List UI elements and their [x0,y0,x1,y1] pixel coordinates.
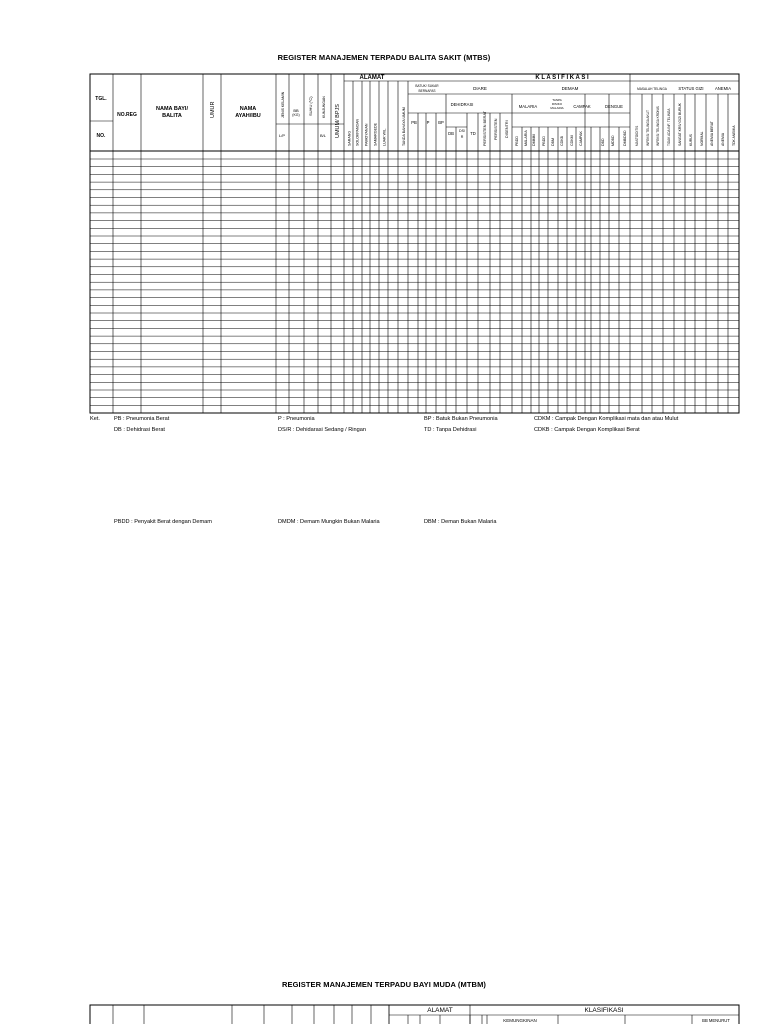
column-label: PERSISTEN [494,118,498,140]
header-label: NAMA [239,106,257,112]
legend-item: TD : Tanpa Dehidrasi [424,427,477,433]
column-label: CDKM [570,135,574,146]
column-label: UMUM/ BPJS [335,104,341,138]
header-label: BATUK/ SUKAR [415,84,439,88]
column-label: TANDA BAHAYA UMUM [402,107,406,146]
header-label: NAMA BAYI/ [156,106,188,112]
column-label: LUAR WIL. [382,128,387,146]
column-label: TDK ANEMIA [732,125,736,146]
header-label: DIARE [473,86,487,91]
column-label: TIDAK ADA INF. TELINGA [667,108,671,146]
header-label: DENGUE [605,104,623,109]
header-label: DS/ [459,129,465,133]
legend-item: BP : Batuk Bukan Pneumonia [424,416,498,422]
header-label: STATUS GIZI [678,86,704,91]
column-label: ANEMIA BERAT [710,121,714,146]
column-label: PAMOYANAN [364,123,369,146]
header-label: RISIKO [551,102,563,106]
header-label: TGL. [95,96,107,102]
legend-item: PBDD : Penyakit Berat dengan Demam [114,519,212,525]
column-label: CDKB [560,136,564,146]
register-mtbs-title: REGISTER MANAJEMEN TERPADU BALITA SAKIT (MTBS) [277,53,491,62]
legend-item: DBM : Deman Bukan Malaria [424,519,497,525]
column-label: DBM [551,138,555,146]
legend-item: CDKM : Campak Dengan Komplikasi mata dan atau Mulut [534,416,679,422]
column-label: SAMARGEDE [373,123,378,146]
mtbm-klasifikasi-header: KLASIFIKASI [584,1007,624,1014]
column-label: UMUR [210,101,216,118]
header-label: BALITA [162,113,182,119]
column-label: INFEKSI TELINGA KRONIS [656,106,660,146]
column-label: DISENTRI [505,120,509,138]
header-label: CAMPAK [573,104,591,109]
register-mtbm-title: REGISTER MANAJEMEN TERPADU BAYI MUDA (MTBM) [281,980,487,989]
table-border [90,1005,739,1024]
mtbm-kemungkinan-header: KEMUNGKINAN [503,1018,537,1023]
column-label: KURUS [689,134,693,146]
header-label: R [460,135,464,139]
legend-ket: Ket. [90,416,100,422]
header-label: MASALAH TELINGA [637,87,667,91]
column-label: ANEMIA [721,133,725,146]
header-label: (KG) [292,113,300,117]
column-label: PBDD [542,136,546,146]
column-label: SOLOKPANDAN [355,118,360,146]
header-label: DEMAM [561,86,579,91]
header-label: L/P [278,133,286,138]
legend-item: DMDM : Demam Mungkin Bukan Malaria [278,519,380,525]
header-label: TANPA [552,98,562,102]
header-label: TD [470,131,476,136]
header-label: DEHIDRASI [450,102,474,107]
header-label: ALAMAT [359,75,385,81]
legend-item: P : Pneumonia [278,416,315,422]
column-label: MDBD [611,135,615,146]
mtbm-alamat-header: ALAMAT [427,1007,453,1014]
header-label: MALARIA [518,104,538,109]
column-label: INFEKSI TELINGA AKUT [646,110,650,146]
header-label: K L A S I F I K A S I [535,75,589,81]
header-label: BB [293,108,299,113]
header-label: P [426,120,430,125]
column-label: JENIS KELAMIN [281,91,285,118]
legend-item: DS/R : Dehidarasi Sedang / Ringan [278,427,366,433]
column-label: SANGAT KRS/ GIZI BURUK [678,103,682,146]
legend-item: CDKB : Campak Dengan Komplikasi Berat [534,427,640,433]
column-label: MALARIA [524,130,528,146]
column-label: MASTOIDITIS [635,125,639,146]
column-label: KUNJUNGAN [322,96,326,118]
column-label: NORMAL [700,131,704,146]
column-label: PBDD [515,136,519,146]
header-label: BP [438,120,444,125]
header-label: NO.REG [117,112,137,118]
header-label: B/L [319,133,327,138]
column-label: PERSISTEN BERAT [483,111,487,146]
header-label: PB [411,120,417,125]
header-label: MALARIA [550,106,564,110]
column-label: SARANG [347,130,352,146]
legend-item: DB : Dehidrasi Berat [114,427,165,433]
column-label: DMMM [532,134,536,146]
header-label: ANEMIA [714,86,732,91]
header-label: DB [448,131,454,136]
column-label: SUHU (°C) [308,96,313,116]
legend-item: PB : Pneumonia Berat [114,416,170,422]
column-label: CAMPAK [579,131,583,146]
column-label: DMBDBD [623,130,627,146]
header-label: NO. [96,133,106,139]
mtbm-bb-header: BB MENURUT [702,1018,730,1023]
header-label: AYAH/IBU [235,113,261,119]
column-label: DBD [601,138,605,146]
header-label: BERNAFAS [418,89,436,93]
